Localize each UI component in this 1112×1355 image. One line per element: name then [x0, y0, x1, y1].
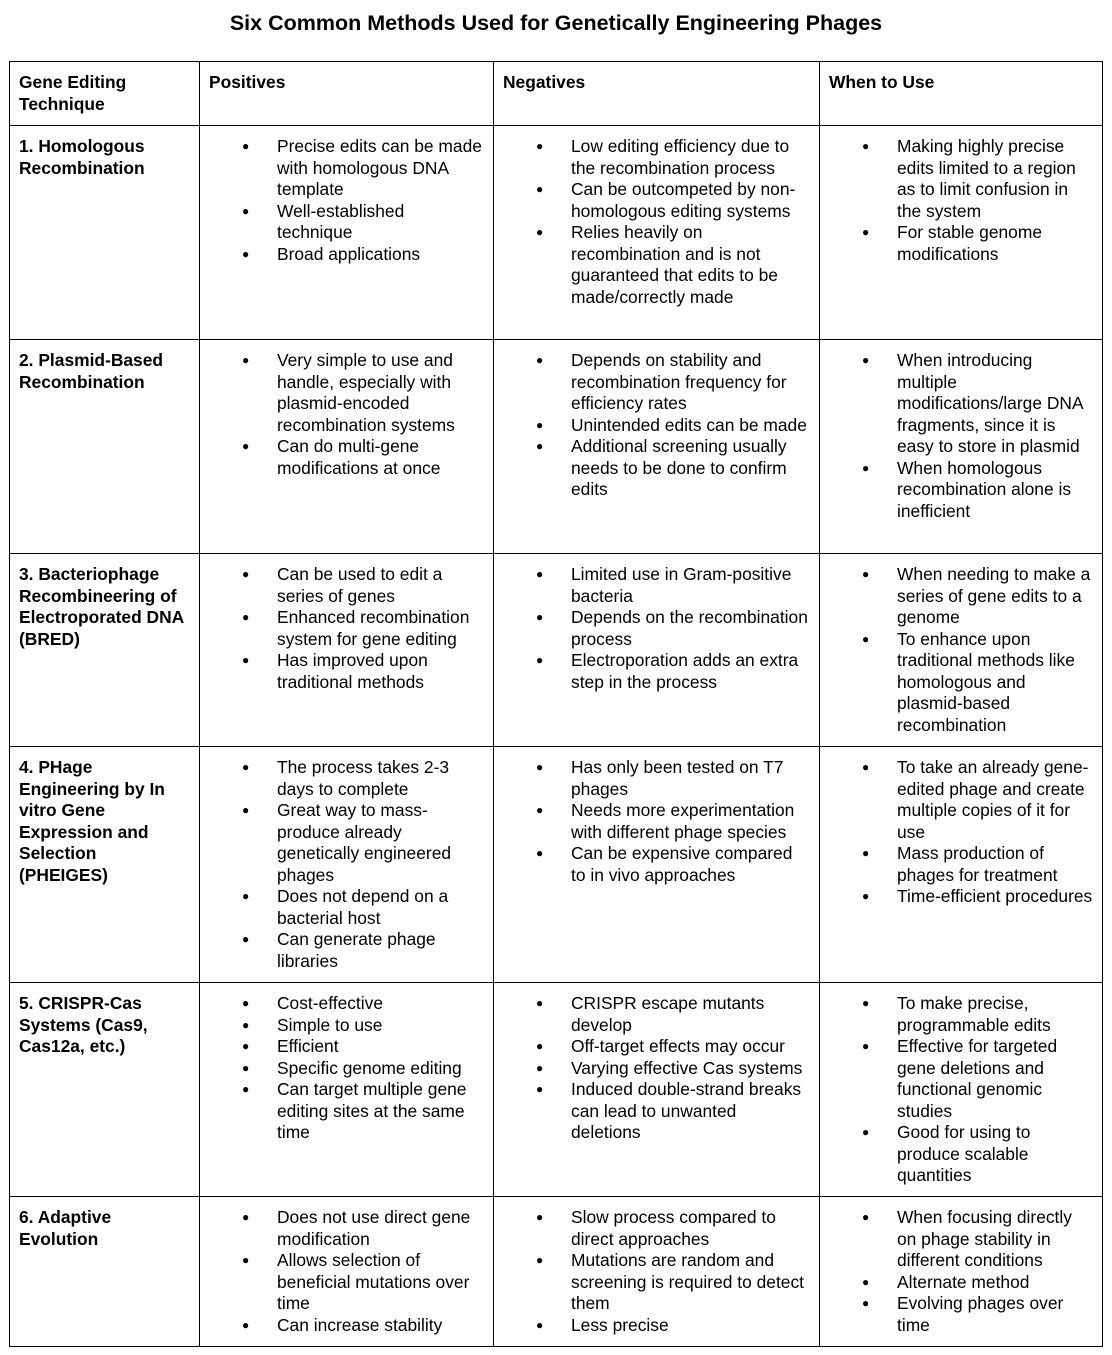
bullet-list: [209, 993, 484, 1144]
list-item: ● Has improved upon traditional methods: [209, 650, 484, 693]
list-item: ● Broad applications: [209, 244, 484, 266]
bullet-list: [829, 564, 1093, 736]
bullet-list: [829, 136, 1093, 265]
technique-cell: 6. Adaptive Evolution: [10, 1197, 200, 1347]
list-item: ● Enhanced recombination system for gene editing: [209, 607, 484, 650]
list-item: ● Making highly precise edits limited to a region as to limit confusion in the system: [829, 136, 1093, 222]
list-item: ● Has only been tested on T7 phages: [503, 757, 810, 800]
list-item: ● Unintended edits can be made: [503, 415, 810, 437]
list-item: ● Good for using to produce scalable quantities: [829, 1122, 1093, 1187]
list-item: ● The process takes 2-3 days to complete: [209, 757, 484, 800]
list-item: ● Great way to mass-produce already genetically engineered phages: [209, 800, 484, 886]
table-header-row: [10, 62, 1103, 126]
list-item: ● Can generate phage libraries: [209, 929, 484, 972]
list-item: ● Specific genome editing: [209, 1058, 484, 1080]
bullet-list: [829, 993, 1093, 1187]
positives-cell: [200, 126, 494, 340]
list-item: ● Mutations are random and screening is required to detect them: [503, 1250, 810, 1315]
list-item: ● Can be used to edit a series of genes: [209, 564, 484, 607]
list-item: ● Needs more experimentation with different phage species: [503, 800, 810, 843]
when-to-use-cell: [820, 340, 1103, 554]
positives-cell: [200, 340, 494, 554]
technique-cell: 1. Homologous Recombination: [10, 126, 200, 340]
list-item: ● Cost-effective: [209, 993, 484, 1015]
list-item: ● Off-target effects may occur: [503, 1036, 810, 1058]
header-when-to-use: When to Use: [820, 62, 1103, 126]
positives-cell: [200, 983, 494, 1197]
bullet-list: [829, 757, 1093, 908]
bullet-list: [503, 136, 810, 308]
bullet-list: [503, 993, 810, 1144]
list-item: ● Does not use direct gene modification: [209, 1207, 484, 1250]
negatives-cell: [494, 340, 820, 554]
list-item: ● Varying effective Cas systems: [503, 1058, 810, 1080]
table-row: [10, 983, 1103, 1197]
positives-cell: [200, 554, 494, 747]
bullet-list: [829, 350, 1093, 522]
bullet-list: [209, 1207, 484, 1336]
table-row: [10, 747, 1103, 983]
list-item: ● Effective for targeted gene deletions and functional genomic studies: [829, 1036, 1093, 1122]
when-to-use-cell: [820, 554, 1103, 747]
list-item: ● Can be outcompeted by non-homologous editing systems: [503, 179, 810, 222]
bullet-list: [209, 564, 484, 693]
positives-cell: [200, 747, 494, 983]
list-item: ● Does not depend on a bacterial host: [209, 886, 484, 929]
list-item: ● When focusing directly on phage stability in different conditions: [829, 1207, 1093, 1272]
list-item: ● Can do multi-gene modifications at once: [209, 436, 484, 479]
list-item: ● Time-efficient procedures: [829, 886, 1093, 908]
list-item: ● Additional screening usually needs to be done to confirm edits: [503, 436, 810, 501]
bullet-list: [503, 350, 810, 501]
list-item: ● Low editing efficiency due to the recombination process: [503, 136, 810, 179]
list-item: ● Allows selection of beneficial mutations over time: [209, 1250, 484, 1315]
bullet-list: [829, 1207, 1093, 1336]
technique-cell: 3. Bacteriophage Recombineering of Electroporated DNA (BRED): [10, 554, 200, 747]
list-item: ● Depends on stability and recombination frequency for efficiency rates: [503, 350, 810, 415]
table-row: [10, 340, 1103, 554]
list-item: ● Very simple to use and handle, especially with plasmid-encoded recombination systems: [209, 350, 484, 436]
list-item: ● When homologous recombination alone is inefficient: [829, 458, 1093, 523]
table-row: [10, 126, 1103, 340]
list-item: ● Simple to use: [209, 1015, 484, 1037]
list-item: ● Limited use in Gram-positive bacteria: [503, 564, 810, 607]
list-item: ● To make precise, programmable edits: [829, 993, 1093, 1036]
header-positives: Positives: [200, 62, 494, 126]
bullet-list: [209, 757, 484, 972]
table-row: [10, 1197, 1103, 1347]
header-technique: Gene Editing Technique: [10, 62, 200, 126]
list-item: ● For stable genome modifications: [829, 222, 1093, 265]
table-row: [10, 554, 1103, 747]
when-to-use-cell: [820, 1197, 1103, 1347]
header-negatives: Negatives: [494, 62, 820, 126]
when-to-use-cell: [820, 747, 1103, 983]
technique-cell: 4. PHage Engineering by In vitro Gene Expression and Selection (PHEIGES): [10, 747, 200, 983]
when-to-use-cell: [820, 983, 1103, 1197]
list-item: ● Evolving phages over time: [829, 1293, 1093, 1336]
negatives-cell: [494, 554, 820, 747]
bullet-list: [503, 564, 810, 693]
negatives-cell: [494, 126, 820, 340]
list-item: ● Induced double-strand breaks can lead to unwanted deletions: [503, 1079, 810, 1144]
when-to-use-cell: [820, 126, 1103, 340]
bullet-list: [209, 136, 484, 265]
negatives-cell: [494, 1197, 820, 1347]
list-item: ● Mass production of phages for treatment: [829, 843, 1093, 886]
bullet-list: [209, 350, 484, 479]
bullet-list: [503, 1207, 810, 1336]
list-item: ● To enhance upon traditional methods like homologous and plasmid-based recombination: [829, 629, 1093, 737]
bullet-list: [503, 757, 810, 886]
positives-cell: [200, 1197, 494, 1347]
list-item: ● When needing to make a series of gene edits to a genome: [829, 564, 1093, 629]
list-item: ● Slow process compared to direct approaches: [503, 1207, 810, 1250]
list-item: ● Can increase stability: [209, 1315, 484, 1337]
list-item: ● Less precise: [503, 1315, 810, 1337]
list-item: ● Precise edits can be made with homologous DNA template: [209, 136, 484, 201]
document-title: Six Common Methods Used for Genetically Engineering Phages: [229, 11, 883, 35]
technique-cell: 2. Plasmid-Based Recombination: [10, 340, 200, 554]
list-item: ● Alternate method: [829, 1272, 1093, 1294]
list-item: ● Efficient: [209, 1036, 484, 1058]
list-item: ● Well-established technique: [209, 201, 484, 244]
list-item: ● Relies heavily on recombination and is not guaranteed that edits to be made/correctly made: [503, 222, 810, 308]
negatives-cell: [494, 747, 820, 983]
list-item: ● Electroporation adds an extra step in the process: [503, 650, 810, 693]
negatives-cell: [494, 983, 820, 1197]
list-item: ● CRISPR escape mutants develop: [503, 993, 810, 1036]
technique-cell: 5. CRISPR-Cas Systems (Cas9, Cas12a, etc.): [10, 983, 200, 1197]
list-item: ● When introducing multiple modifications/large DNA fragments, since it is easy to store in plasmid: [829, 350, 1093, 458]
list-item: ● Can be expensive compared to in vivo approaches: [503, 843, 810, 886]
methods-table: [9, 61, 1103, 1347]
list-item: ● To take an already gene-edited phage and create multiple copies of it for use: [829, 757, 1093, 843]
list-item: ● Depends on the recombination process: [503, 607, 810, 650]
list-item: ● Can target multiple gene editing sites at the same time: [209, 1079, 484, 1144]
